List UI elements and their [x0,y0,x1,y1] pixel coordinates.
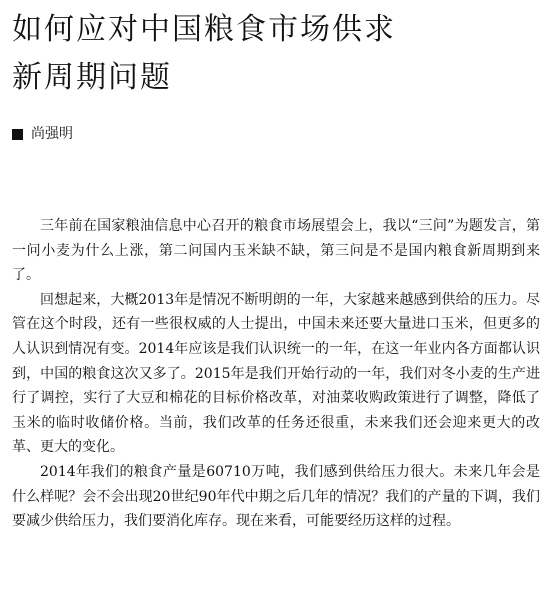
title-line-2: 新周期问题 [12,60,172,95]
paragraph-2: 回想起来，大概2013年是情况不断明朗的一年，大家越来越感到供给的压力。尽管在这个时段，还有一些很权威的人士提出，中国未来还要大量进口玉米，但更多的人认识到情况有变。2014年应该是我们认识统一的一年，在这一年业内各方面都认识到，中国的粮食这次又多了。2015年是我们开始行动的一年，我们对冬小麦的生产进行了调控，实行了大豆和棉花的目标价格改革，对油菜收购政策进行了调整，降低了玉米的临时收储价格。当前，我们改革的任务还很重，未来我们还会迎来更大的改革、更大的变化。 [12,291,540,456]
author-byline [12,124,73,144]
author-name: 尚强明 [31,126,73,142]
article-body [12,214,540,534]
square-bullet-icon [12,129,23,140]
article-title [12,6,542,102]
paragraph-1: 三年前在国家粮油信息中心召开的粮食市场展望会上，我以“三问”为题发言，第一问小麦为什么上涨，第二问国内玉米缺不缺，第三问是不是国内粮食新周期到来了。 [12,218,540,284]
title-line-1: 如何应对中国粮食市场供求 [12,12,396,47]
paragraph-3: 2014年我们的粮食产量是60710万吨，我们感到供给压力很大。未来几年会是什么样呢？会不会出现20世纪90年代中期之后几年的情况？我们的产量的下调，我们要减少供给压力，我们要消化库存。现在来看，可能要经历这样的过程。 [12,463,540,530]
